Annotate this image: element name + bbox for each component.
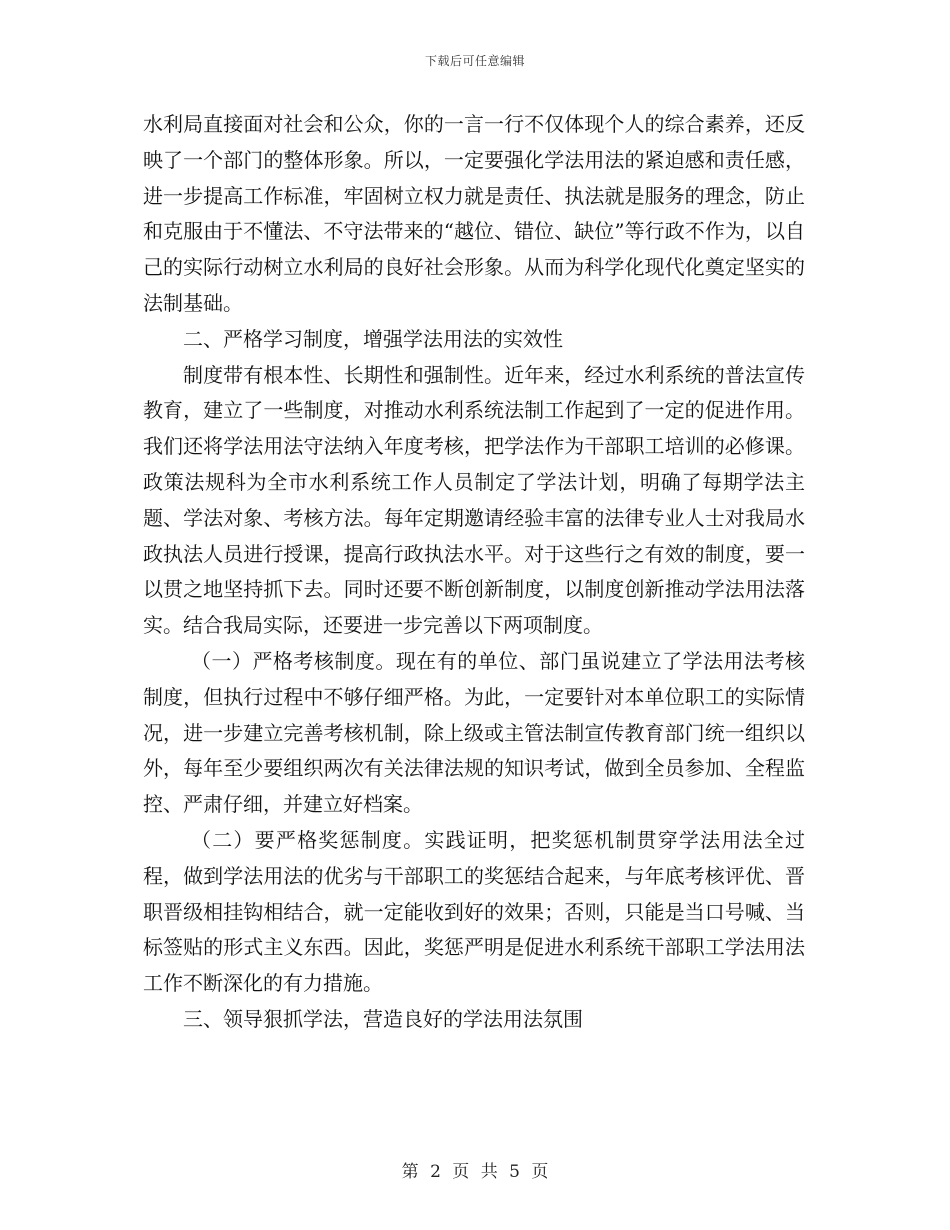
paragraph-rewards: （二）要严格奖惩制度。实践证明，把奖惩机制贯穿学法用法全过程，做到学法用法的优劣与干部职工的奖惩结合起来，与年底考核评优、晋职晋级相挂钩相结合，就一定能收到好的效果；否则，只能是当口号喊、当标签贴的形式主义东西。因此，奖惩严明是促进水利系统干部职工学法用法工作不断深化的有力措施。 <box>143 827 805 996</box>
section-heading-3: 三、领导狠抓学法，营造良好的学法用法氛围 <box>183 1006 583 1031</box>
page-header: 下载后可任意编辑 <box>424 54 525 68</box>
paragraph-assessment: （一）严格考核制度。现在有的单位、部门虽说建立了学法用法考核制度，但执行过程中不够仔细严格。为此，一定要针对本单位职工的实际情况，进一步建立完善考核机制，除上级或主管法制宣传教育部门统一组织以外，每年至少要组织两次有关法律法规的知识考试，做到全员参加、全程监控、严肃仔细，并建立好档案。 <box>143 648 805 817</box>
paragraph-system: 制度带有根本性、长期性和强制性。近年来，经过水利系统的普法宣传教育，建立了一些制度，对推动水利系统法制工作起到了一定的促进作用。我们还将学法用法守法纳入年度考核，把学法作为干部职工培训的必修课。政策法规科为全市水利系统工作人员制定了学法计划，明确了每期学法主题、学法对象、考核方法。每年定期邀请经验丰富的法律专业人士对我局水政执法人员进行授课，提高行政执法水平。对于这些行之有效的制度，要一以贯之地坚持抓下去。同时还要不断创新制度，以制度创新推动学法用法落实。结合我局实际，还要进一步完善以下两项制度。 <box>143 362 805 638</box>
section-heading-2: 二、严格学习制度，增强学法用法的实效性 <box>183 326 563 351</box>
page-number-footer: 第 2 页 共 5 页 <box>401 1162 549 1182</box>
paragraph-intro: 水利局直接面对社会和公众，你的一言一行不仅体现个人的综合素养，还反映了一个部门的整体形象。所以，一定要强化学法用法的紧迫感和责任感，进一步提高工作标准，牢固树立权力就是责任、执法就是服务的理念，防止和克服由于不懂法、不守法带来的“越位、错位、缺位”等行政不作为，以自己的实际行动树立水利局的良好社会形象。从而为科学化现代化奠定坚实的法制基础。 <box>143 112 805 315</box>
document-body <box>143 107 805 1038</box>
